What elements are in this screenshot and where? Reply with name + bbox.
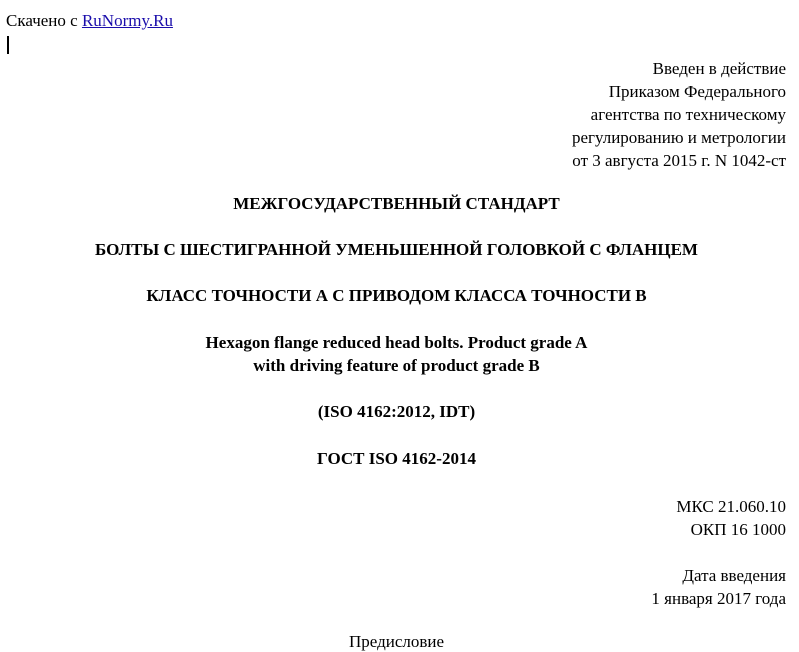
source-line (6, 10, 173, 32)
downloaded-prefix: Скачено с (6, 11, 78, 30)
site-link[interactable]: RuNormy.Ru (81, 11, 173, 30)
effective-date-label: Дата введения (682, 566, 786, 585)
enactment-line: Введен в действие (652, 59, 786, 78)
effective-date-value: 1 января 2017 года (651, 589, 786, 608)
okp-code: ОКП 16 1000 (690, 520, 786, 539)
title-ru-line2: КЛАСС ТОЧНОСТИ А С ПРИВОДОМ КЛАССА ТОЧНОСТИ В (146, 286, 647, 305)
title-en-line2: with driving feature of product grade B (253, 356, 540, 375)
text-cursor (7, 36, 9, 54)
foreword-heading: Предисловие (348, 632, 445, 651)
iso-reference: (ISO 4162:2012, IDT) (317, 402, 476, 421)
gost-code: ГОСТ ISO 4162-2014 (317, 449, 476, 468)
mks-code: МКС 21.060.10 (676, 497, 786, 516)
enactment-line: агентства по техническому (590, 105, 786, 124)
enactment-line: регулированию и метрологии (571, 128, 786, 147)
title-ru-line1: БОЛТЫ С ШЕСТИГРАННОЙ УМЕНЬШЕННОЙ ГОЛОВКОЙ С ФЛАНЦЕМ (95, 240, 698, 259)
title-en-line1: Hexagon flange reduced head bolts. Product grade A (205, 333, 588, 352)
standard-type-heading: МЕЖГОСУДАРСТВЕННЫЙ СТАНДАРТ (233, 194, 560, 213)
enactment-line: от 3 августа 2015 г. N 1042-ст (572, 151, 786, 170)
enactment-block (572, 57, 786, 172)
effective-date-block (651, 564, 786, 610)
enactment-line: Приказом Федерального (608, 82, 786, 101)
classification-block (676, 495, 786, 541)
